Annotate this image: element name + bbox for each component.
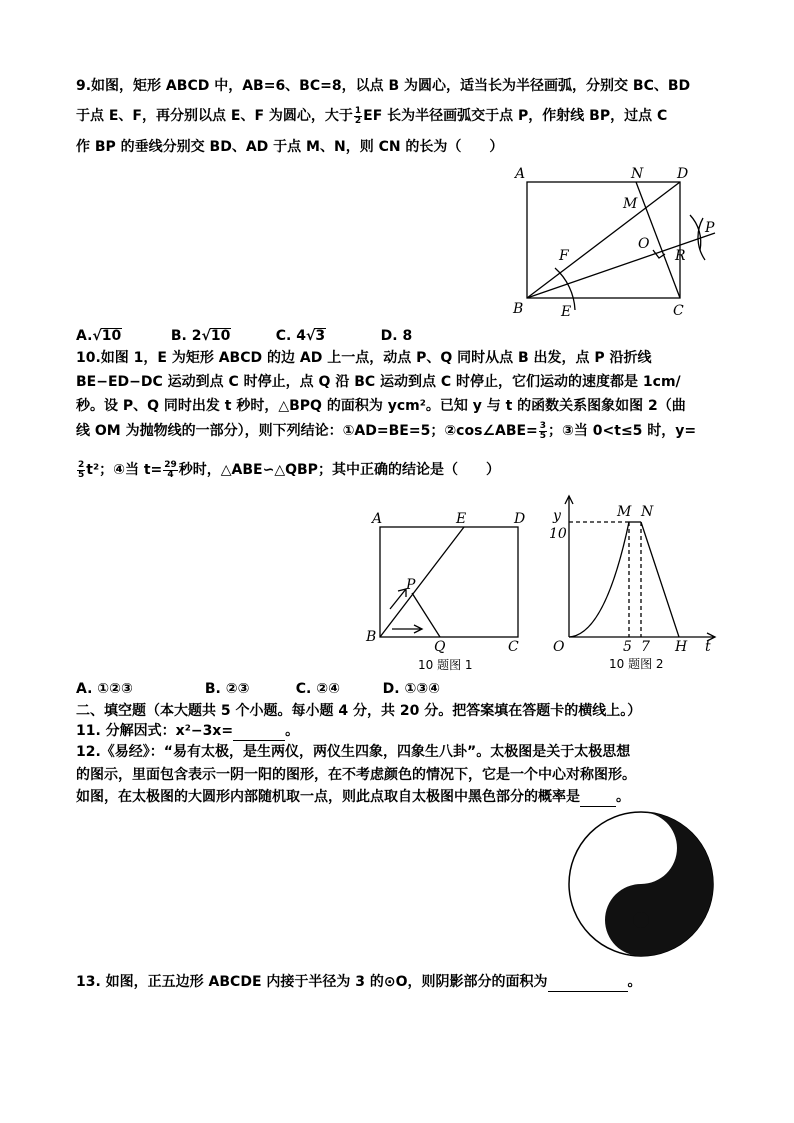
fig2-label-N: N [641, 504, 654, 520]
taiji-black-dot [633, 912, 649, 928]
q11-answer-blank[interactable] [233, 724, 285, 741]
q9-label-B: B [513, 301, 524, 317]
q9-label-F: F [559, 248, 569, 264]
q10-y-fraction: $\frac{2}{5}$ [78, 459, 85, 480]
q9-fraction: $\frac{1}{2}$ [354, 105, 362, 126]
q10-option-a[interactable]: A. ①②③ [76, 681, 133, 697]
fig1-label-Q: Q [434, 639, 446, 655]
q9-line2b: EF 长为半径画弧交于点 P，作射线 BP，过点 C [363, 108, 668, 124]
q9-label-E: E [561, 304, 572, 320]
q10-line5 [76, 460, 500, 480]
q9-label-C: C [673, 303, 684, 319]
q9-label-A: A [515, 166, 526, 182]
q12-line3: 如图，在太极图的大圆形内部随机取一点，则此点取自太极图中黑色部分的概率是 。 [76, 789, 630, 805]
fig1-label-P: P [406, 577, 416, 593]
q9-figure [505, 160, 735, 320]
q10-line3: 秒。设 P、Q 同时出发 t 秒时，△BPQ 的面积为 ycm²。已知 y 与 t 的函数关系图象如图 2（曲 [76, 398, 686, 414]
q9-line3: 作 BP 的垂线分别交 BD、AD 于点 M、N，则 CN 的长为（ ） [76, 139, 504, 155]
q9-label-N: N [631, 166, 644, 182]
q12-line2: 的图示，里面包含表示一阴一阳的图形，在不考虑颜色的情况下，它是一个中心对称图形。 [76, 767, 636, 783]
q12-line1: 12.《易经》：“易有太极，是生两仪，两仪生四象，四象生八卦”。太极图是关于太极思想 [76, 744, 631, 760]
q9-option-a[interactable]: A.√10 [76, 328, 122, 344]
fig2-label-M: M [617, 504, 632, 520]
fig2-caption: 10 题图 2 [609, 657, 664, 671]
fig2-label-5: 5 [623, 639, 632, 655]
q10-option-d[interactable]: D. ①③④ [382, 681, 440, 697]
q9-label-O: O [638, 236, 650, 252]
q13-text: 13. 如图，正五边形 ABCDE 内接于半径为 3 的⊙O，则阴影部分的面积为 [76, 974, 548, 990]
q10-option-b[interactable]: B. ②③ [204, 681, 250, 697]
fig2-label-t: t [705, 639, 711, 655]
fig2-label-O: O [553, 639, 565, 655]
q9-label-P: P [705, 220, 715, 236]
q9-option-c[interactable]: C. 4√3 [275, 328, 326, 344]
fig1-label-D: D [514, 511, 526, 527]
q9-label-M: M [623, 196, 638, 212]
q9-options [76, 326, 412, 346]
q10-line5b: 秒时，△ABE∽△QBP；其中正确的结论是（ ） [178, 462, 500, 478]
fig2-label-H: H [675, 639, 688, 655]
q10-line4 [76, 421, 696, 441]
q10-options [76, 679, 440, 699]
q10-line5a: t²；④当 t= [86, 462, 163, 478]
taiji-white-dot [633, 840, 649, 856]
fig2-label-10: 10 [549, 526, 567, 542]
q13: 13. 如图，正五边形 ABCDE 内接于半径为 3 的⊙O，则阴影部分的面积为 。 [76, 974, 642, 990]
fig2-label-7: 7 [641, 639, 650, 655]
q10-figure-1 [362, 505, 537, 675]
q12-answer-blank[interactable] [580, 790, 616, 807]
q10-line2: BE−ED−DC 运动到点 C 时停止，点 Q 沿 BC 运动到点 C 时停止，它们运动的速度都是 1cm/ [76, 374, 681, 390]
q10-t-fraction: $\frac{29}{4}$ [164, 459, 177, 480]
q10-option-c[interactable]: C. ②④ [295, 681, 340, 697]
taiji-figure [566, 809, 716, 959]
fig1-label-B: B [366, 629, 377, 645]
q9-label-D: D [677, 166, 689, 182]
q10-line4a: 线 OM 为抛物线的一部分），则下列结论：①AD=BE=5；②cos∠ABE= [76, 423, 538, 439]
q12-line3-text: 如图，在太极图的大圆形内部随机取一点，则此点取自太极图中黑色部分的概率是 [76, 789, 580, 805]
q11-text: 11. 分解因式：x²−3x= [76, 723, 234, 739]
fig1-label-C: C [508, 639, 519, 655]
q9-label-R: R [675, 248, 686, 264]
q10-figure-2 [545, 490, 725, 675]
q9-option-b[interactable]: B. 2√10 [170, 328, 231, 344]
fig1-caption: 10 题图 1 [418, 658, 473, 672]
fig2-label-y: y [553, 508, 561, 524]
q9-line2a: 于点 E、F，再分别以点 E、F 为圆心，大于 [76, 108, 353, 124]
fig1-label-E: E [456, 511, 467, 527]
section-2-heading: 二、填空题（本大题共 5 个小题。每小题 4 分，共 20 分。把答案填在答题卡的横线上。） [76, 703, 642, 719]
q10-line4b: ；③当 0<t≤5 时，y= [548, 423, 697, 439]
fig1-label-A: A [372, 511, 383, 527]
q9-option-d[interactable]: D. 8 [380, 328, 413, 344]
q10-line1: 10.如图 1，E 为矩形 ABCD 的边 AD 上一点，动点 P、Q 同时从点 B 出发，点 P 沿折线 [76, 350, 652, 366]
q11: 11. 分解因式：x²−3x= 。 [76, 723, 300, 739]
q13-answer-blank[interactable] [548, 975, 628, 992]
q9-line1: 9.如图，矩形 ABCD 中，AB=6、BC=8，以点 B 为圆心，适当长为半径画弧，分别交 BC、BD [76, 78, 691, 94]
q10-cos-fraction: $\frac{3}{5}$ [539, 420, 547, 441]
q9-line2 [76, 106, 667, 126]
